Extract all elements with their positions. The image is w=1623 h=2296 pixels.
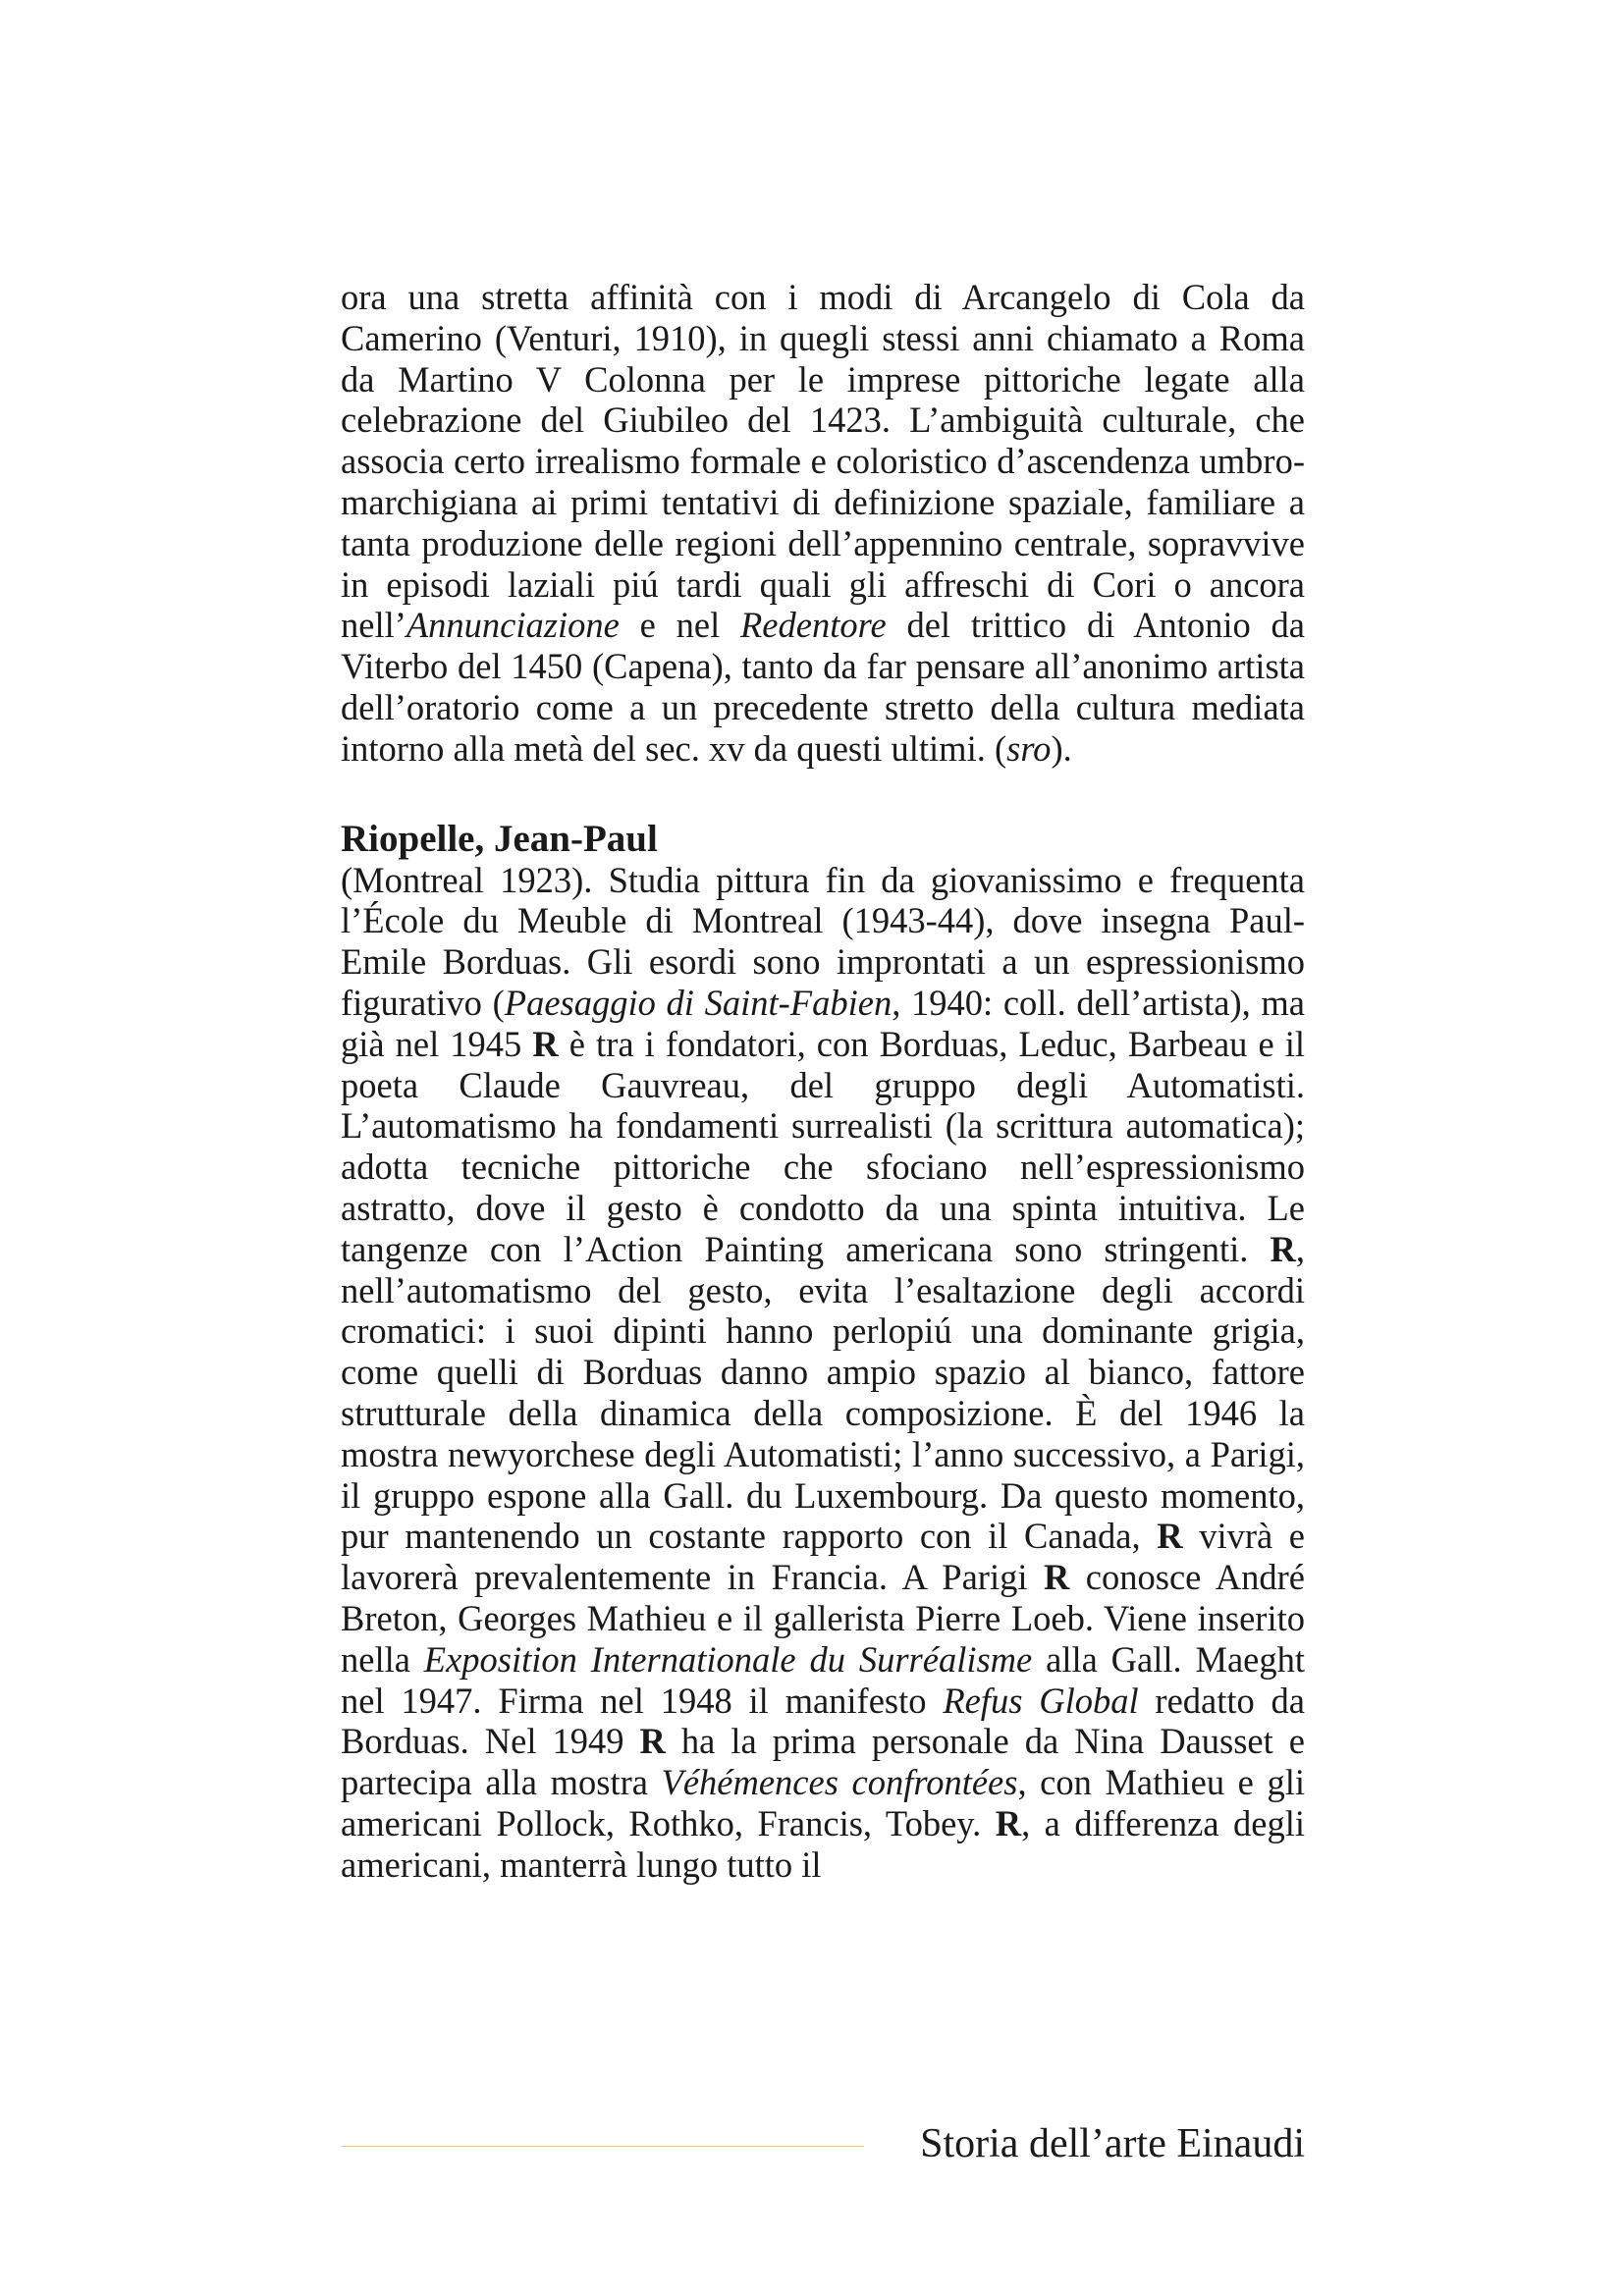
artwork-title: Annunciazione (406, 605, 620, 646)
exhibition-title: Exposition Internationale du Surréalisme (423, 1638, 1033, 1680)
entry-abbrev: R (1157, 1516, 1183, 1557)
footer-rule (341, 2146, 864, 2147)
text-run: ). (1051, 727, 1072, 769)
entry-abbrev: R (639, 1721, 666, 1762)
author-initials: sro (1006, 727, 1052, 769)
footer-publication-title: Storia dell’arte Einaudi (920, 2121, 1305, 2166)
entry-body (341, 860, 1305, 1886)
text-run: è tra i fondatori, con Borduas, Leduc, Barbeau e il poeta Claude Gauvreau, del gruppo degli Automatisti. L’automatismo ha fondamenti surrealisti (la scrittura automatica); adotta tecniche pittoriche che sfociano nell’espressionismo astratto, dove il gesto è condotto da una spinta intuitiva. Le tangenze con l’Action Painting americana sono stringenti. (341, 1023, 1305, 1269)
text-run: alla Gall. Maeght nel 1947. Firma nel 1948 il manifesto (341, 1638, 1305, 1721)
exhibition-title: Véhémences confrontées (661, 1762, 1018, 1803)
entry-abbrev: R (995, 1802, 1022, 1843)
entry-heading: Riopelle, Jean-Paul (341, 817, 658, 860)
manifesto-title: Refus Global (943, 1680, 1139, 1721)
artwork-title: Redentore (740, 605, 887, 646)
artwork-title: Paesaggio di Saint-Fabien (504, 982, 893, 1023)
text-run: ora una stretta affinità con i modi di Arcangelo di Cola da Camerino (Venturi, 1910), in quegli stessi anni chiamato a Roma da Martino V Colonna per le imprese pittoriche legate alla celebrazione del Giubileo del 1423. L’ambiguità culturale, che associa certo irrealismo formale e coloristico d’ascendenza umbro-marchigiana ai primi tentativi di definizione spaziale, familiare a tanta produzione delle regioni dell’appennino centrale, sopravvive in episodi laziali piú tardi quali gli affreschi di Cori o ancora nell’ (341, 277, 1305, 646)
text-run: (Montreal 1923). Studia pittura fin da giovanissimo e frequenta l’École du Meuble di Montreal (1943-44), dove insegna Paul-Emile Borduas. Gli esordi sono improntati a un espressionismo figurativo ( (341, 859, 1305, 1023)
text-run: , nell’automatismo del gesto, evita l’esaltazione degli accordi cromatici: i suoi dipinti hanno perlopiú una dominante grigia, come quelli di Borduas danno ampio spazio al bianco, fattore strutturale della dinamica della composizione. È del 1946 la mostra newyorchese degli Automatisti; l’anno successivo, a Parigi, il gruppo espone alla Gall. du Luxembourg. Da questo momento, pur mantenendo un costante rapporto con il Canada, (341, 1228, 1305, 1557)
text-run: e nel (619, 605, 741, 646)
text-run: , 1940: coll. dell’artista), ma già nel 1945 (341, 982, 1305, 1064)
text-column (341, 277, 1305, 1885)
entry-abbrev: R (1270, 1228, 1296, 1269)
continuation-paragraph (341, 277, 1305, 770)
text-run: conosce André Breton, Georges Mathieu e il gallerista Pierre Loeb. Viene inserito nella (341, 1557, 1306, 1680)
text-run: redatto da Borduas. Nel 1949 (341, 1680, 1305, 1762)
text-run: , a differenza degli americani, manterrà lungo tutto il (341, 1802, 1306, 1885)
text-run: del trittico di Antonio da Viterbo del 1450 (Capena), tanto da far pensare all’anonimo artista dell’oratorio come a un precedente stretto della cultura mediata intorno alla metà del sec. xv da questi ultimi. ( (341, 605, 1305, 769)
text-run: , con Mathieu e gli americani Pollock, Rothko, Francis, Tobey. (341, 1762, 1305, 1843)
entry-abbrev: R (532, 1023, 559, 1064)
entry-abbrev: R (1043, 1557, 1070, 1598)
text-run: ha la prima personale da Nina Dausset e partecipa alla mostra (341, 1721, 1305, 1803)
text-run: vivrà e lavorerà prevalentemente in Francia. A Parigi (341, 1516, 1305, 1598)
